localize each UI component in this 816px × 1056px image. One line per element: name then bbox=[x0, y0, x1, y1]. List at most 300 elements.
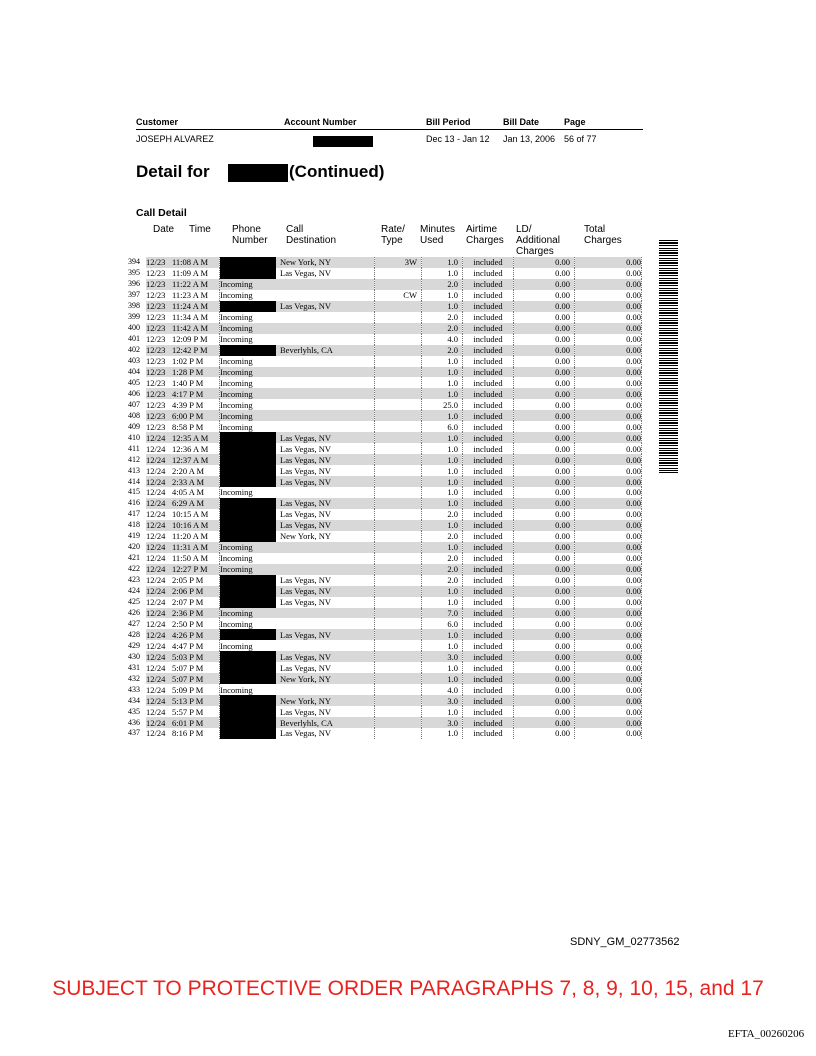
detail-number-redaction bbox=[228, 164, 288, 182]
call-cell-rate bbox=[375, 312, 422, 323]
call-cell-phone: Incoming bbox=[220, 388, 281, 399]
call-cell-time: 2:20 A M bbox=[172, 465, 220, 476]
call-cell-rate bbox=[375, 542, 422, 553]
call-cell-mins: 1.0 bbox=[422, 728, 463, 739]
call-cell-n: 424 bbox=[128, 586, 140, 596]
call-cell-mins: 2.0 bbox=[422, 553, 463, 564]
call-cell-air: included bbox=[463, 356, 514, 367]
bill-date-value: Jan 13, 2006 bbox=[503, 134, 556, 144]
call-cell-n: 410 bbox=[128, 432, 140, 442]
call-row bbox=[128, 695, 642, 706]
call-cell-phone: Incoming bbox=[220, 564, 281, 575]
call-row bbox=[128, 476, 642, 487]
phone-redaction bbox=[220, 651, 276, 662]
call-row bbox=[128, 651, 642, 662]
phone-redaction bbox=[220, 432, 276, 443]
call-cell-date: 12/24 bbox=[146, 640, 166, 651]
call-cell-mins: 1.0 bbox=[422, 257, 463, 268]
call-cell-time: 4:39 P M bbox=[172, 399, 220, 410]
call-cell-rate: 3W bbox=[375, 257, 422, 268]
call-cell-ld: 0.00 bbox=[514, 432, 575, 443]
call-cell-ld: 0.00 bbox=[514, 290, 575, 301]
call-cell-air: included bbox=[463, 640, 514, 651]
call-cell-time: 1:28 P M bbox=[172, 367, 220, 378]
call-cell-air: included bbox=[463, 564, 514, 575]
call-cell-phone bbox=[220, 662, 281, 673]
call-cell-air: included bbox=[463, 608, 514, 619]
bill-date-label: Bill Date bbox=[503, 117, 540, 127]
call-row bbox=[128, 465, 642, 476]
call-cell-n: 431 bbox=[128, 662, 140, 672]
phone-redaction bbox=[220, 662, 276, 673]
call-cell-rate bbox=[375, 673, 422, 684]
call-row bbox=[128, 597, 642, 608]
call-cell-rate bbox=[375, 717, 422, 728]
call-cell-mins: 1.0 bbox=[422, 706, 463, 717]
call-cell-phone: Incoming bbox=[220, 487, 253, 498]
call-cell-dest: Las Vegas, NV bbox=[280, 597, 375, 608]
call-cell-time: 12:09 P M bbox=[172, 334, 220, 345]
call-cell-air: included bbox=[463, 345, 514, 356]
call-row bbox=[128, 312, 642, 323]
call-cell-ld: 0.00 bbox=[514, 629, 575, 640]
phone-redaction bbox=[220, 476, 276, 487]
call-row bbox=[128, 706, 642, 717]
call-cell-ld: 0.00 bbox=[514, 312, 575, 323]
call-cell-time: 11:22 A M bbox=[172, 279, 220, 290]
col-head-minutes: Minutes Used bbox=[420, 224, 456, 246]
call-cell-ld: 0.00 bbox=[514, 465, 575, 476]
call-cell-rate bbox=[375, 454, 422, 465]
call-cell-ld: 0.00 bbox=[514, 564, 575, 575]
call-cell-tot: 0.00 bbox=[575, 323, 642, 334]
call-cell-tot: 0.00 bbox=[575, 673, 642, 684]
col-head-ld: LD/ Additional Charges bbox=[516, 224, 560, 257]
call-cell-ld: 0.00 bbox=[514, 706, 575, 717]
call-cell-phone bbox=[220, 706, 281, 717]
call-row bbox=[128, 345, 642, 356]
call-cell-tot: 0.00 bbox=[575, 586, 642, 597]
call-cell-mins: 2.0 bbox=[422, 575, 463, 586]
call-cell-dest bbox=[280, 367, 375, 378]
call-row bbox=[128, 717, 642, 728]
call-cell-dest: Las Vegas, NV bbox=[280, 662, 375, 673]
call-cell-air: included bbox=[463, 312, 514, 323]
call-cell-tot: 0.00 bbox=[575, 498, 642, 509]
call-cell-mins: 1.0 bbox=[422, 356, 463, 367]
call-cell-mins: 1.0 bbox=[422, 465, 463, 476]
call-cell-phone bbox=[220, 268, 281, 279]
call-cell-ld: 0.00 bbox=[514, 301, 575, 312]
call-cell-mins: 25.0 bbox=[422, 399, 463, 410]
customer-value: JOSEPH ALVAREZ bbox=[136, 134, 214, 144]
call-cell-dest: New York, NY bbox=[280, 695, 375, 706]
call-cell-rate bbox=[375, 279, 422, 290]
call-cell-tot: 0.00 bbox=[575, 728, 642, 739]
call-cell-dest bbox=[280, 564, 375, 575]
call-cell-ld: 0.00 bbox=[514, 728, 575, 739]
call-cell-mins: 1.0 bbox=[422, 542, 463, 553]
call-row bbox=[128, 684, 642, 695]
call-cell-phone: Incoming bbox=[220, 312, 253, 323]
call-cell-n: 430 bbox=[128, 651, 140, 661]
call-cell-tot: 0.00 bbox=[575, 520, 642, 531]
call-cell-rate bbox=[375, 421, 422, 432]
page-value: 56 of 77 bbox=[564, 134, 597, 144]
call-cell-dest: Las Vegas, NV bbox=[280, 520, 375, 531]
call-cell-n: 422 bbox=[128, 564, 140, 574]
call-cell-time: 4:17 P M bbox=[172, 388, 220, 399]
call-cell-date: 12/23 bbox=[146, 377, 166, 388]
bill-header-values bbox=[136, 134, 642, 146]
bill-header-labels bbox=[136, 117, 642, 129]
call-cell-date: 12/23 bbox=[146, 290, 166, 301]
call-cell-phone: Incoming bbox=[220, 323, 281, 334]
call-cell-date: 12/23 bbox=[146, 388, 172, 399]
call-cell-n: 394 bbox=[128, 257, 140, 267]
account-number-label: Account Number bbox=[284, 117, 357, 127]
call-cell-n: 413 bbox=[128, 465, 140, 475]
call-cell-n: 417 bbox=[128, 509, 140, 519]
call-cell-n: 405 bbox=[128, 377, 140, 387]
call-cell-air: included bbox=[463, 520, 514, 531]
call-cell-dest: Las Vegas, NV bbox=[280, 728, 375, 739]
call-cell-date: 12/23 bbox=[146, 323, 172, 334]
detail-title-prefix: Detail for bbox=[136, 162, 210, 181]
call-cell-mins: 1.0 bbox=[422, 498, 463, 509]
call-cell-mins: 1.0 bbox=[422, 476, 463, 487]
call-cell-ld: 0.00 bbox=[514, 542, 575, 553]
detail-title-suffix: (Continued) bbox=[289, 162, 385, 181]
call-cell-phone bbox=[220, 257, 281, 268]
call-cell-air: included bbox=[463, 465, 514, 476]
call-cell-mins: 2.0 bbox=[422, 564, 463, 575]
call-cell-mins: 1.0 bbox=[422, 662, 463, 673]
call-cell-air: included bbox=[463, 498, 514, 509]
call-cell-n: 419 bbox=[128, 531, 140, 541]
call-cell-air: included bbox=[463, 334, 514, 345]
call-cell-dest bbox=[280, 279, 375, 290]
call-cell-date: 12/24 bbox=[146, 542, 172, 553]
call-cell-ld: 0.00 bbox=[514, 684, 575, 695]
call-cell-phone: Incoming bbox=[220, 542, 281, 553]
call-row bbox=[128, 257, 642, 268]
call-cell-mins: 2.0 bbox=[422, 279, 463, 290]
call-cell-time: 4:47 P M bbox=[172, 640, 220, 651]
call-cell-tot: 0.00 bbox=[575, 575, 642, 586]
call-row bbox=[128, 728, 642, 739]
call-cell-air: included bbox=[463, 454, 514, 465]
call-cell-date: 12/24 bbox=[146, 706, 166, 717]
call-row bbox=[128, 520, 642, 531]
call-cell-rate bbox=[375, 728, 422, 739]
call-row bbox=[128, 290, 642, 301]
phone-redaction bbox=[220, 520, 276, 531]
call-cell-air: included bbox=[463, 476, 514, 487]
call-cell-dest bbox=[280, 290, 375, 301]
call-cell-time: 5:07 P M bbox=[172, 673, 220, 684]
call-cell-time: 8:58 P M bbox=[172, 421, 220, 432]
col-head-time: Time bbox=[189, 224, 211, 235]
call-cell-ld: 0.00 bbox=[514, 717, 575, 728]
call-cell-dest: Las Vegas, NV bbox=[280, 575, 375, 586]
call-cell-time: 6:00 P M bbox=[172, 410, 220, 421]
call-cell-phone: Incoming bbox=[220, 334, 253, 345]
phone-redaction bbox=[220, 597, 276, 608]
phone-redaction bbox=[220, 301, 276, 312]
efta-number: EFTA_00260206 bbox=[728, 1028, 805, 1040]
call-row bbox=[128, 399, 642, 410]
call-cell-phone bbox=[220, 345, 281, 356]
call-cell-rate: CW bbox=[375, 290, 422, 301]
call-cell-air: included bbox=[463, 388, 514, 399]
call-cell-air: included bbox=[463, 323, 514, 334]
call-cell-n: 407 bbox=[128, 399, 140, 409]
call-cell-n: 404 bbox=[128, 367, 140, 376]
call-cell-mins: 2.0 bbox=[422, 531, 463, 542]
call-cell-rate bbox=[375, 608, 422, 619]
call-cell-tot: 0.00 bbox=[575, 651, 642, 662]
call-cell-phone: Incoming bbox=[220, 356, 253, 367]
call-cell-tot: 0.00 bbox=[575, 509, 642, 520]
call-cell-rate bbox=[375, 651, 422, 662]
col-head-rate: Rate/ Type bbox=[381, 224, 405, 246]
call-cell-tot: 0.00 bbox=[575, 399, 642, 410]
call-cell-date: 12/24 bbox=[146, 531, 166, 542]
call-row bbox=[128, 279, 642, 290]
call-cell-dest: Las Vegas, NV bbox=[280, 432, 375, 443]
call-cell-ld: 0.00 bbox=[514, 476, 575, 487]
col-head-total: Total Charges bbox=[584, 224, 622, 246]
phone-redaction bbox=[220, 586, 276, 597]
call-row bbox=[128, 531, 642, 542]
call-cell-date: 12/24 bbox=[146, 695, 172, 706]
call-row bbox=[128, 564, 642, 575]
call-cell-n: 412 bbox=[128, 454, 140, 464]
call-cell-time: 1:02 P M bbox=[172, 356, 220, 367]
call-cell-dest: Las Vegas, NV bbox=[280, 586, 375, 597]
call-cell-date: 12/24 bbox=[146, 564, 172, 575]
call-cell-air: included bbox=[463, 443, 514, 454]
phone-redaction bbox=[220, 268, 276, 279]
call-cell-dest bbox=[280, 356, 375, 367]
call-cell-air: included bbox=[463, 684, 514, 695]
call-cell-tot: 0.00 bbox=[575, 695, 642, 706]
call-cell-ld: 0.00 bbox=[514, 345, 575, 356]
call-cell-tot: 0.00 bbox=[575, 629, 642, 640]
call-cell-time: 5:03 P M bbox=[172, 651, 220, 662]
call-cell-n: 433 bbox=[128, 684, 140, 694]
call-cell-date: 12/24 bbox=[146, 487, 166, 498]
call-cell-phone: Incoming bbox=[220, 640, 253, 651]
call-cell-tot: 0.00 bbox=[575, 476, 642, 487]
call-cell-dest: Las Vegas, NV bbox=[280, 476, 375, 487]
call-cell-air: included bbox=[463, 268, 514, 279]
call-cell-dest bbox=[280, 542, 375, 553]
call-cell-air: included bbox=[463, 432, 514, 443]
call-cell-phone: Incoming bbox=[220, 421, 253, 432]
call-cell-mins: 3.0 bbox=[422, 695, 463, 706]
call-row bbox=[128, 268, 642, 279]
call-cell-n: 436 bbox=[128, 717, 140, 727]
call-cell-mins: 2.0 bbox=[422, 312, 463, 323]
call-cell-time: 6:01 P M bbox=[172, 717, 220, 728]
call-row bbox=[128, 640, 642, 651]
call-cell-dest bbox=[280, 618, 375, 629]
call-cell-ld: 0.00 bbox=[514, 520, 575, 531]
phone-redaction bbox=[220, 629, 276, 640]
call-detail-table bbox=[128, 257, 642, 739]
call-cell-date: 12/24 bbox=[146, 608, 172, 619]
call-row bbox=[128, 608, 642, 619]
call-cell-air: included bbox=[463, 301, 514, 312]
call-cell-tot: 0.00 bbox=[575, 290, 642, 301]
call-cell-time: 2:07 P M bbox=[172, 597, 220, 608]
call-cell-phone bbox=[220, 629, 281, 640]
call-cell-mins: 4.0 bbox=[422, 334, 463, 345]
call-cell-date: 12/24 bbox=[146, 443, 166, 454]
call-cell-rate bbox=[375, 597, 422, 608]
call-cell-ld: 0.00 bbox=[514, 279, 575, 290]
call-cell-time: 12:35 A M bbox=[172, 432, 220, 443]
call-cell-mins: 3.0 bbox=[422, 651, 463, 662]
call-cell-mins: 1.0 bbox=[422, 410, 463, 421]
call-cell-air: included bbox=[463, 421, 514, 432]
call-cell-phone: Incoming bbox=[220, 399, 253, 410]
call-cell-phone bbox=[220, 728, 281, 739]
call-cell-date: 12/24 bbox=[146, 454, 172, 465]
call-cell-ld: 0.00 bbox=[514, 334, 575, 345]
call-cell-tot: 0.00 bbox=[575, 487, 642, 498]
call-cell-rate bbox=[375, 410, 422, 421]
call-cell-air: included bbox=[463, 367, 514, 378]
call-cell-time: 11:23 A M bbox=[172, 290, 220, 301]
call-cell-tot: 0.00 bbox=[575, 443, 642, 454]
call-cell-dest: Las Vegas, NV bbox=[280, 498, 375, 509]
call-cell-n: 425 bbox=[128, 597, 140, 607]
call-cell-tot: 0.00 bbox=[575, 618, 642, 629]
call-cell-dest bbox=[280, 334, 375, 345]
call-cell-rate bbox=[375, 399, 422, 410]
call-cell-ld: 0.00 bbox=[514, 673, 575, 684]
call-cell-mins: 7.0 bbox=[422, 608, 463, 619]
call-cell-ld: 0.00 bbox=[514, 388, 575, 399]
call-cell-rate bbox=[375, 388, 422, 399]
call-cell-mins: 2.0 bbox=[422, 323, 463, 334]
call-cell-air: included bbox=[463, 717, 514, 728]
call-cell-time: 6:29 A M bbox=[172, 498, 220, 509]
call-cell-n: 416 bbox=[128, 498, 140, 508]
call-cell-date: 12/24 bbox=[146, 432, 172, 443]
call-cell-ld: 0.00 bbox=[514, 586, 575, 597]
call-cell-rate bbox=[375, 356, 422, 367]
call-cell-mins: 1.0 bbox=[422, 629, 463, 640]
call-cell-ld: 0.00 bbox=[514, 268, 575, 279]
call-cell-air: included bbox=[463, 673, 514, 684]
call-cell-date: 12/24 bbox=[146, 717, 172, 728]
call-cell-n: 432 bbox=[128, 673, 140, 683]
col-head-phone: Phone Number bbox=[232, 224, 268, 246]
call-cell-dest: New York, NY bbox=[280, 531, 375, 542]
call-cell-phone bbox=[220, 651, 281, 662]
call-cell-rate bbox=[375, 509, 422, 520]
customer-label: Customer bbox=[136, 117, 179, 127]
call-row bbox=[128, 301, 642, 312]
call-cell-date: 12/24 bbox=[146, 629, 172, 640]
call-cell-mins: 1.0 bbox=[422, 268, 463, 279]
call-cell-ld: 0.00 bbox=[514, 695, 575, 706]
phone-redaction bbox=[220, 728, 276, 739]
call-cell-air: included bbox=[463, 662, 514, 673]
call-cell-dest: New York, NY bbox=[280, 257, 375, 268]
call-cell-dest: Las Vegas, NV bbox=[280, 268, 375, 279]
call-row bbox=[128, 334, 642, 345]
call-cell-time: 11:08 A M bbox=[172, 257, 220, 268]
call-cell-ld: 0.00 bbox=[514, 662, 575, 673]
call-cell-dest: New York, NY bbox=[280, 673, 375, 684]
call-row bbox=[128, 509, 642, 520]
call-cell-tot: 0.00 bbox=[575, 640, 642, 651]
call-row bbox=[128, 323, 642, 334]
call-cell-mins: 6.0 bbox=[422, 421, 463, 432]
call-cell-n: 400 bbox=[128, 323, 140, 333]
call-cell-tot: 0.00 bbox=[575, 684, 642, 695]
call-cell-time: 12:36 A M bbox=[172, 443, 220, 454]
call-cell-ld: 0.00 bbox=[514, 651, 575, 662]
call-cell-mins: 2.0 bbox=[422, 509, 463, 520]
call-cell-dest bbox=[280, 421, 375, 432]
call-cell-phone bbox=[220, 575, 281, 586]
call-cell-date: 12/23 bbox=[146, 356, 166, 367]
call-cell-mins: 1.0 bbox=[422, 520, 463, 531]
call-cell-time: 8:16 P M bbox=[172, 728, 220, 739]
call-cell-mins: 1.0 bbox=[422, 443, 463, 454]
call-row bbox=[128, 487, 642, 498]
call-cell-n: 421 bbox=[128, 553, 140, 563]
call-cell-n: 395 bbox=[128, 268, 140, 278]
call-cell-tot: 0.00 bbox=[575, 257, 642, 268]
call-cell-air: included bbox=[463, 509, 514, 520]
call-cell-date: 12/23 bbox=[146, 268, 166, 279]
call-cell-rate bbox=[375, 487, 422, 498]
call-cell-ld: 0.00 bbox=[514, 618, 575, 629]
call-cell-time: 11:20 A M bbox=[172, 531, 220, 542]
call-cell-phone bbox=[220, 476, 281, 487]
call-cell-n: 418 bbox=[128, 520, 140, 530]
call-cell-date: 12/23 bbox=[146, 257, 172, 268]
call-cell-time: 5:09 P M bbox=[172, 684, 220, 695]
call-row bbox=[128, 421, 642, 432]
col-head-destination: Call Destination bbox=[286, 224, 337, 246]
call-cell-air: included bbox=[463, 410, 514, 421]
call-cell-time: 5:07 P M bbox=[172, 662, 220, 673]
call-cell-date: 12/24 bbox=[146, 575, 166, 586]
call-cell-time: 4:05 A M bbox=[172, 487, 220, 498]
call-cell-tot: 0.00 bbox=[575, 465, 642, 476]
call-cell-air: included bbox=[463, 575, 514, 586]
call-cell-date: 12/24 bbox=[146, 618, 166, 629]
call-cell-phone: Incoming bbox=[220, 290, 253, 301]
call-row bbox=[128, 377, 642, 388]
call-cell-date: 12/23 bbox=[146, 301, 172, 312]
call-cell-air: included bbox=[463, 586, 514, 597]
call-detail-heading: Call Detail bbox=[136, 207, 187, 219]
call-cell-mins: 1.0 bbox=[422, 454, 463, 465]
call-cell-rate bbox=[375, 345, 422, 356]
call-cell-time: 2:06 P M bbox=[172, 586, 220, 597]
call-cell-phone: Incoming bbox=[220, 367, 281, 378]
bates-number: SDNY_GM_02773562 bbox=[570, 936, 680, 948]
